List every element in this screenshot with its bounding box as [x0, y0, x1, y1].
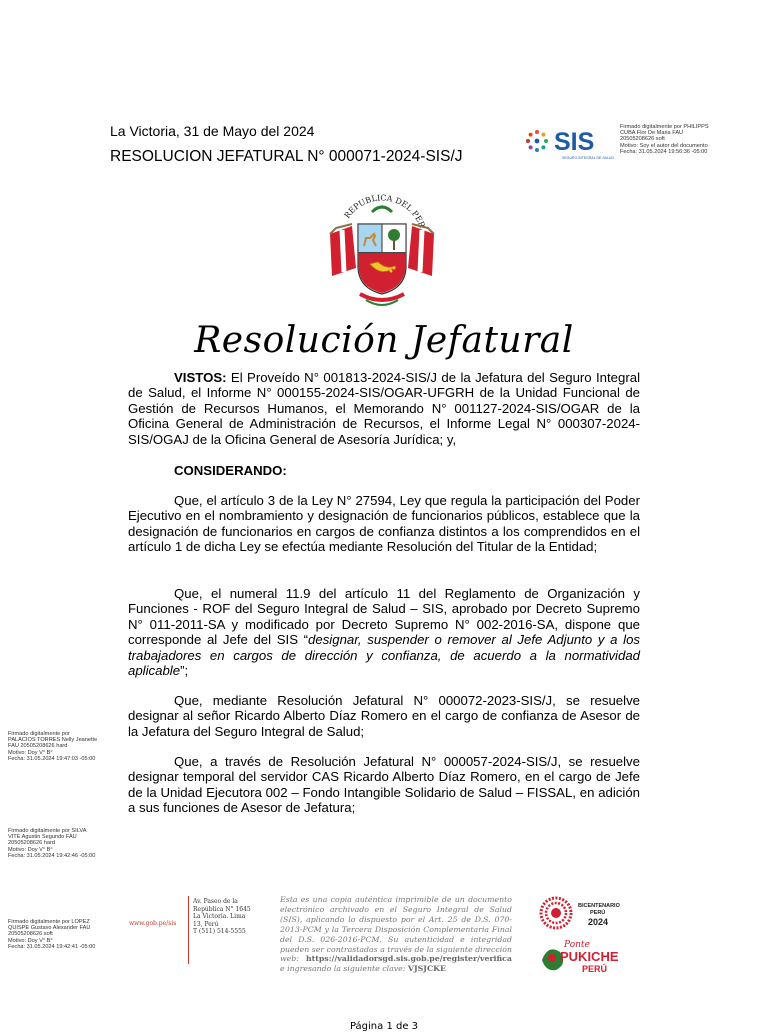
vistos-label: VISTOS: [174, 370, 227, 385]
signature-line: Fecha: 31.05.2024 19:42:46 -05:00 [8, 852, 96, 859]
sis-logo-subtext: SEGURO INTEGRAL DE SALUD [562, 156, 614, 160]
paragraph-2-quote: designar, suspender o remover al Jefe Adjunto y a los trabajadores en cargos de dirección y confianza, de acuerdo a la normatividad aplicable [128, 632, 640, 679]
address-line: T (511) 514-5555 [193, 928, 246, 936]
validation-key: VJSJCKE [407, 964, 446, 974]
signature-line: Firmado digitalmente por SILVA [8, 828, 87, 834]
ponte-pukiche-icon [538, 936, 620, 976]
address-line: República N° 1645 [193, 905, 251, 913]
svg-text:PUKICHE: PUKICHE [560, 949, 619, 964]
svg-text:BICENTENARIO: BICENTENARIO [578, 903, 620, 909]
coat-of-arms-icon [322, 188, 442, 318]
paragraph-2-end: ”; [180, 663, 189, 679]
signature-top-line: Firmado digitalmente por PHILIPPS [620, 124, 709, 130]
footer-note-text: Esta es una copia auténtica imprimible de un documento electrónico archivado en el Seguro Integral de Salud (SIS), aplicando lo dispuesto por el Art. 25 de D.S. 070-2013-PCM y la Tercera Disposición Complementaria Final del D.S. 026-2016-PCM. Su autenticidad e integridad pueden ser contrastadas a través de la siguiente dirección web: [280, 895, 512, 964]
footer-divider [188, 896, 189, 964]
coat-label: REPUBLICA DEL PER [342, 193, 427, 229]
sis-logo-icon [524, 124, 620, 164]
considerando-paragraph-3: Que, mediante Resolución Jefatural N° 000072-2023-SIS/J, se resuelve designar al señor Ricardo Alberto Díaz Romero en el cargo de confianza de Asesor de la Jefatura del Seguro Integral de Salud; [128, 693, 640, 739]
svg-text:PERÚ: PERÚ [582, 964, 608, 974]
svg-text:2024: 2024 [588, 917, 609, 927]
signature-line: Motivo: Doy V° B° [8, 937, 53, 944]
footer-address [193, 898, 251, 936]
vistos-paragraph [128, 370, 640, 447]
signature-line: Motivo: Doy V° B° [8, 749, 53, 756]
considerando-paragraph-1: Que, el artículo 3 de la Ley N° 27594, Ley que regula la participación del Poder Ejecutivo en el nombramiento y designación de funcionarios públicos, establece que la designación de funcionarios en cargos de confianza distintos a los comprendidos en el artículo 1 de dicha Ley se efectúa mediante Resolución del Titular de la Entidad; [128, 493, 640, 555]
signature-line: FAU 20505208626 hard [8, 743, 68, 750]
signature-line: 20505208626 soft [8, 931, 53, 938]
considerando-heading: CONSIDERANDO: [174, 463, 287, 478]
resolution-script-title: Resolución Jefatural [194, 320, 574, 361]
svg-text:Ponte: Ponte [564, 940, 590, 950]
signature-line: Fecha: 31.05.2024 19:42:41 -05:00 [8, 943, 96, 950]
signature-left-3 [8, 919, 118, 950]
paragraph-2-text: Que, el numeral 11.9 del artículo 11 del Reglamento de Organización y Funciones - ROF del Seguro Integral de Salud – SIS, aprobado por Decreto Supremo N° 011-2011-SA y modificado por Decreto Supremo N° 002-2016-SA, dispone que corresponde al Jefe del SIS “ [128, 586, 640, 648]
address-line: Av. Paseo de la [193, 898, 238, 905]
validator-link[interactable]: https://validadorsgd.sis.gob.pe/register/verifica [305, 954, 512, 964]
signature-top-line: CUBA Flor De Maria FAU [620, 130, 684, 137]
footer-note-tail: e ingresando la siguiente clave: [280, 964, 408, 974]
signature-top-line: Fecha: 31.05.2024 19:56:36 -05:00 [620, 148, 708, 155]
signature-top-line: 20505208626 soft [620, 136, 665, 143]
resolution-number: RESOLUCION JEFATURAL N° 000071-2024-SIS/J [110, 148, 463, 165]
signature-left-2 [8, 828, 118, 859]
footer-authenticity-note [280, 895, 512, 974]
signature-line: Fecha: 31.05.2024 19:47:03 -05:00 [8, 755, 96, 762]
svg-text:PERÚ: PERÚ [590, 910, 606, 916]
signature-line: 20505208626 hard [8, 840, 55, 847]
address-line: 13, Perú [193, 920, 219, 928]
signature-left-1 [8, 731, 118, 762]
signature-line: Motivo: Doy V° B° [8, 846, 53, 853]
coat-of-arms [322, 188, 442, 318]
sis-logo [524, 124, 620, 164]
signature-line: Firmado digitalmente por [8, 731, 70, 737]
signature-top [620, 124, 709, 155]
signature-line: QUISPE Gustavo Alexander FAU [8, 925, 91, 932]
vistos-text: El Proveído N° 001813-2024-SIS/J de la Jefatura del Seguro Integral de Salud, el Informe N° 000155-2024-SIS/OGAR-UFGRH de la Unidad Funcional de Gestión de Recursos Humanos, el Memorando N° 001127-2024-SIS/OGAR de la Oficina General de Administración de Recursos, el Informe Legal N° 000307-2024-SIS/OGAJ de la Oficina General de Asesoría Jurídica; y, [128, 370, 640, 447]
considerando-paragraph-4: Que, a través de Resolución Jefatural N° 000057-2024-SIS/J, se resuelve designar temporal del servidor CAS Ricardo Alberto Díaz Romero, en el cargo de Jefe de la Unidad Ejecutora 002 – Fondo Intangible Solidario de Salud – FISSAL, en adición a sus funciones de Asesor de Jefatura; [128, 754, 640, 816]
signature-line: PALACIOS TORRES Nelly Jeanette [8, 737, 98, 744]
page-number: Página 1 de 3 [349, 1021, 419, 1032]
considerando-paragraph-2 [128, 586, 640, 678]
place-date: La Victoria, 31 de Mayo del 2024 [110, 123, 315, 139]
bicentenario-logo [538, 893, 626, 933]
bicentenario-icon [538, 893, 626, 933]
ponte-pukiche-logo [538, 936, 620, 976]
footer-website-link[interactable]: www.gob.pe/sis [129, 920, 177, 927]
signature-line: Firmado digitalmente por LOPEZ [8, 919, 90, 925]
signature-top-line: Motivo: Soy el autor del documento [620, 142, 708, 149]
address-line: La Victoria. Lima [193, 913, 246, 921]
sis-logo-text: SIS [554, 128, 595, 156]
signature-line: VITE Agustin Segundo FAU [8, 834, 77, 841]
